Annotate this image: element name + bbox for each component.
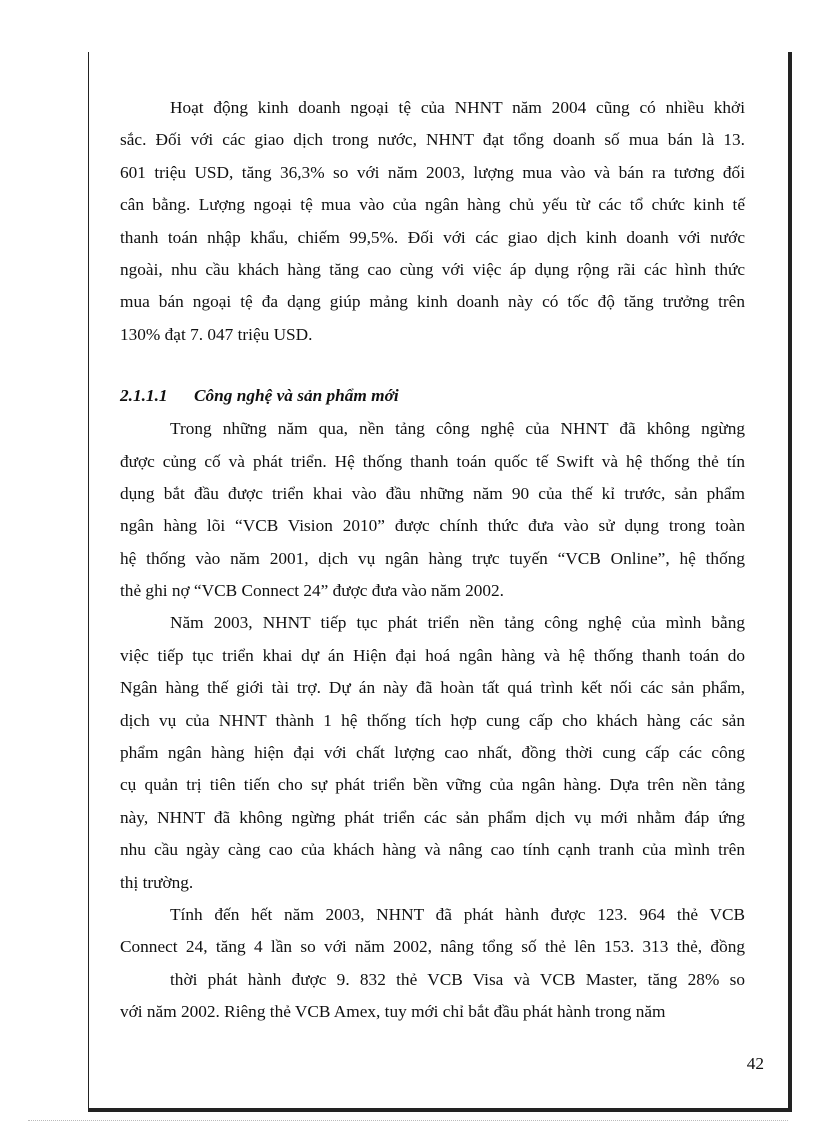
text-line: ngân hàng lõi “VCB Vision 2010” được chính thức đưa vào sử dụng trong toàn	[120, 516, 745, 536]
text-line: việc tiếp tục triển khai dự án Hiện đại hoá ngân hàng và hệ thống thanh toán do	[120, 645, 745, 665]
text-line: dịch vụ của NHNT thành 1 hệ thống tích hợp cung cấp cho khách hàng các sản	[120, 710, 745, 730]
text-line: cụ quản trị tiên tiến cho sự phát triển bền vững của ngân hàng. Dựa trên nền tảng	[120, 775, 745, 795]
text-line: này, NHNT đã không ngừng phát triển các sản phẩm dịch vụ mới nhằm đáp ứng	[120, 807, 745, 827]
text-line: Connect 24, tăng 4 lần so với năm 2002, nâng tổng số thẻ lên 153. 313 thẻ, đồng	[120, 937, 745, 957]
page-bottom-divider	[28, 1120, 788, 1121]
paragraph-technology	[120, 413, 745, 607]
text-line: Tính đến hết năm 2003, NHNT đã phát hành được 123. 964 thẻ VCB	[170, 904, 745, 924]
text-line: 601 triệu USD, tăng 36,3% so với năm 2003, lượng mua vào và bán ra tương đối	[120, 162, 745, 182]
page-number: 42	[746, 1054, 764, 1073]
paragraph-spacer	[120, 351, 745, 379]
text-line: sắc. Đối với các giao dịch trong nước, NHNT đạt tổng doanh số mua bán là 13.	[120, 130, 745, 150]
text-line: Hoạt động kinh doanh ngoại tệ của NHNT năm 2004 cũng có nhiều khởi	[170, 98, 745, 117]
text-line: được củng cố và phát triển. Hệ thống thanh toán quốc tế Swift và hệ thống thẻ tín	[120, 451, 745, 471]
text-line: Năm 2003, NHNT tiếp tục phát triển nền tảng công nghệ của mình bằng	[170, 613, 745, 633]
text-line: 130% đạt 7. 047 triệu USD.	[120, 324, 313, 344]
text-line: phẩm ngân hàng hiện đại với chất lượng cao nhất, đồng thời cung cấp các công	[120, 743, 745, 763]
paragraph-cards	[120, 899, 745, 1029]
text-line: thị trường.	[120, 872, 194, 892]
document-body	[120, 92, 745, 1029]
text-line: mua bán ngoại tệ đa dạng giúp mảng kinh doanh này có tốc độ tăng trưởng trên	[120, 292, 745, 312]
paragraph-foreign-exchange	[120, 92, 745, 351]
text-line: thẻ ghi nợ “VCB Connect 24” được đưa vào năm 2002.	[120, 581, 505, 601]
text-line: thời phát hành được 9. 832 thẻ VCB Visa và VCB Master, tăng 28% so	[170, 969, 745, 989]
text-line: Trong những năm qua, nền tảng công nghệ của NHNT đã không ngừng	[170, 419, 745, 439]
text-line: thanh toán nhập khẩu, chiếm 99,5%. Đối với các giao dịch kinh doanh với nước	[120, 227, 745, 247]
text-line: dụng bắt đầu được triển khai vào đầu những năm 90 của thế kỉ trước, sản phẩm	[120, 483, 745, 503]
section-heading	[120, 379, 745, 413]
text-line: hệ thống vào năm 2001, dịch vụ ngân hàng trực tuyến “VCB Online”, hệ thống	[120, 548, 745, 568]
section-title: Công nghệ và sản phẩm mới	[194, 386, 399, 406]
text-line: với năm 2002. Riêng thẻ VCB Amex, tuy mới chỉ bắt đầu phát hành trong năm	[120, 1002, 666, 1022]
text-line: cân bằng. Lượng ngoại tệ mua vào của ngân hàng chủ yếu từ các tổ chức kinh tế	[120, 195, 745, 215]
text-line: Ngân hàng thế giới tài trợ. Dự án này đã hoàn tất quá trình kết nối các sản phẩm,	[120, 678, 745, 698]
text-line: nhu cầu ngày càng cao của khách hàng và nâng cao tính cạnh tranh của mình trên	[120, 840, 745, 860]
section-number: 2.1.1.1	[120, 386, 168, 406]
text-line: ngoài, nhu cầu khách hàng tăng cao cùng với việc áp dụng rộng rãi các hình thức	[120, 259, 745, 279]
paragraph-modernization	[120, 607, 745, 899]
